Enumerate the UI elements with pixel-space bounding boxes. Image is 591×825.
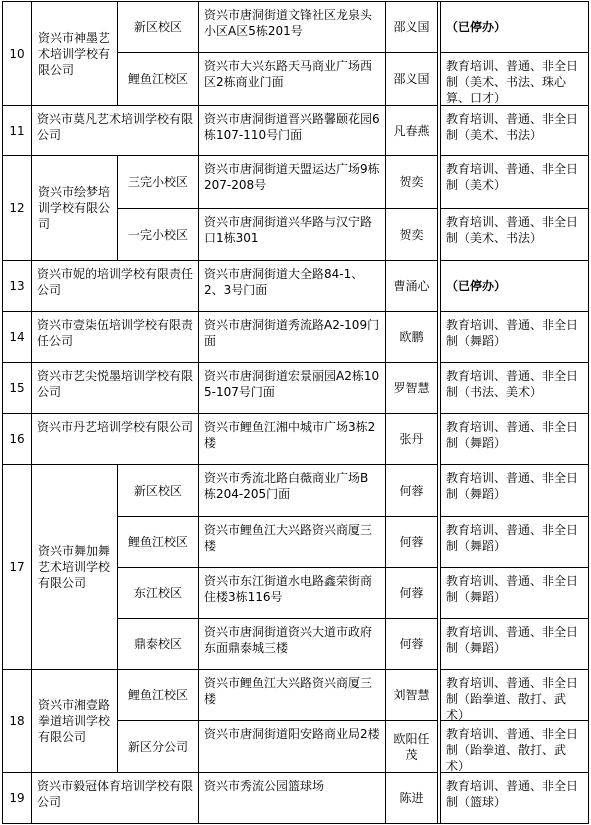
address bbox=[198, 362, 386, 414]
row-number-text: 15 bbox=[9, 381, 25, 395]
address-text: 资兴市唐洞街道资兴大道市政府东面鼎泰城三楼 bbox=[204, 625, 373, 655]
contact-person-text: 欧鹏 bbox=[399, 330, 424, 344]
training-scope bbox=[440, 311, 589, 363]
campus-name bbox=[117, 669, 199, 721]
contact-person-text: 何蓉 bbox=[399, 637, 424, 651]
contact-person-text: 张丹 bbox=[399, 432, 424, 446]
company-name-text: 资兴市壹柒伍培训学校有限责任公司 bbox=[37, 318, 194, 348]
address-text: 资兴市大兴东路天马商业广场西区2栋商业门面 bbox=[204, 59, 373, 89]
address-text: 资兴市唐洞街道文锋社区龙泉头小区A区5栋201号 bbox=[204, 8, 373, 38]
training-scope bbox=[440, 720, 589, 773]
training-scope bbox=[440, 464, 589, 517]
contact-person bbox=[385, 567, 438, 619]
status-stopped bbox=[440, 260, 589, 312]
address-text: 资兴市鲤鱼江大兴路资兴商厦三楼 bbox=[204, 676, 373, 706]
contact-person-text: 何蓉 bbox=[399, 535, 424, 549]
row-number bbox=[2, 772, 32, 824]
training-scope-text: 教育培训、普通、非全日制（舞蹈） bbox=[446, 625, 579, 655]
campus-name-text: 新区校区 bbox=[133, 20, 182, 34]
address bbox=[198, 618, 386, 670]
address bbox=[198, 208, 386, 261]
contact-person bbox=[385, 260, 438, 312]
company-name bbox=[31, 155, 118, 261]
contact-person-text: 刘智慧 bbox=[393, 688, 430, 702]
contact-person bbox=[385, 669, 438, 721]
training-scope bbox=[440, 669, 589, 721]
contact-person-text: 陈进 bbox=[399, 791, 424, 805]
campus-name-text: 鼎泰校区 bbox=[133, 637, 182, 651]
training-scope-text: 教育培训、普通、非全日制（跆拳道、散打、武术） bbox=[446, 676, 579, 721]
company-name bbox=[31, 1, 118, 106]
contact-person bbox=[385, 311, 438, 363]
training-scope bbox=[440, 618, 589, 670]
address-text: 资兴市唐洞街道大全路84-1、2、3号门面 bbox=[204, 267, 364, 297]
row-number bbox=[2, 464, 32, 670]
company-name-text: 资兴市湘壹路拳道培训学校有限公司 bbox=[38, 698, 111, 744]
row-number-text: 19 bbox=[9, 791, 25, 805]
campus-name-text: 新区分公司 bbox=[127, 739, 188, 754]
row-number bbox=[2, 413, 32, 465]
training-scope-text: 教育培训、普通、非全日制（美术、书法） bbox=[446, 215, 579, 245]
address-text: 资兴市鲤鱼江湘中城市广场3栋2楼 bbox=[204, 420, 376, 450]
address-text: 资兴市秀流公园篮球场 bbox=[204, 779, 325, 793]
campus-name bbox=[117, 618, 199, 670]
campus-name-text: 一完小校区 bbox=[127, 227, 188, 242]
training-scope-text: 教育培训、普通、非全日制（篮球） bbox=[446, 779, 579, 809]
training-scope-text: 教育培训、普通、非全日制（美术） bbox=[446, 162, 579, 192]
company-name-text: 资兴市舞加舞艺术培训学校有限公司 bbox=[38, 544, 111, 590]
campus-name bbox=[117, 1, 199, 53]
campus-name-text: 鲤鱼江校区 bbox=[127, 688, 188, 702]
row-number-text: 12 bbox=[9, 201, 25, 215]
contact-person bbox=[385, 618, 438, 670]
row-number-text: 16 bbox=[9, 432, 25, 446]
contact-person bbox=[385, 720, 438, 773]
company-name-text: 资兴市丹艺培训学校有限公司 bbox=[37, 420, 194, 434]
training-scope-text: 教育培训、普通、非全日制（美术、书法、珠心算、口才） bbox=[446, 59, 579, 105]
company-name-text: 资兴市毅冠体育培训学校有限公司 bbox=[37, 779, 194, 809]
address-text: 资兴市鲤鱼江大兴路资兴商厦三楼 bbox=[204, 523, 373, 553]
row-number bbox=[2, 155, 32, 261]
row-number bbox=[2, 362, 32, 414]
training-scope-text: 教育培训、普通、非全日制（美术、书法） bbox=[446, 112, 579, 142]
campus-name bbox=[117, 52, 199, 106]
campus-name bbox=[117, 464, 199, 517]
contact-person bbox=[385, 413, 438, 465]
address bbox=[198, 155, 386, 209]
campus-name bbox=[117, 516, 199, 568]
training-scope bbox=[440, 155, 589, 209]
company-name-text: 资兴市绘梦培训学校有限公司 bbox=[38, 185, 111, 231]
training-scope bbox=[440, 52, 589, 106]
contact-person bbox=[385, 362, 438, 414]
address bbox=[198, 311, 386, 363]
contact-person bbox=[385, 772, 438, 824]
company-name-text: 资兴市神墨艺术培训学校有限公司 bbox=[38, 30, 111, 77]
contact-person-text: 邵义国 bbox=[393, 20, 430, 34]
contact-person-text: 罗智慧 bbox=[393, 381, 430, 395]
company-name bbox=[31, 362, 199, 414]
contact-person bbox=[385, 105, 438, 156]
campus-name-text: 鲤鱼江校区 bbox=[127, 535, 188, 549]
address-text: 资兴市唐洞街道兴华路与汉宁路口1栋301 bbox=[204, 215, 373, 245]
campus-name-text: 鲤鱼江校区 bbox=[127, 72, 188, 86]
contact-person-text: 贺奕 bbox=[399, 175, 424, 189]
training-scope-text: 教育培训、普通、非全日制（舞蹈） bbox=[446, 420, 579, 450]
contact-person-text: 贺奕 bbox=[399, 227, 424, 242]
campus-name-text: 东江校区 bbox=[133, 586, 182, 600]
address bbox=[198, 669, 386, 721]
address bbox=[198, 720, 386, 773]
row-number-text: 14 bbox=[9, 330, 25, 344]
row-number-text: 10 bbox=[9, 46, 25, 61]
campus-name bbox=[117, 208, 199, 261]
company-name-text: 资兴市莫凡艺术培训学校有限公司 bbox=[37, 112, 194, 142]
address bbox=[198, 1, 386, 53]
training-scope bbox=[440, 105, 589, 156]
training-scope-text: 教育培训、普通、非全日制（舞蹈） bbox=[446, 523, 579, 553]
row-number bbox=[2, 669, 32, 773]
row-number-text: 17 bbox=[9, 560, 25, 574]
status-stopped-text: （已停办） bbox=[446, 20, 507, 34]
contact-person bbox=[385, 464, 438, 517]
address bbox=[198, 516, 386, 568]
contact-person bbox=[385, 208, 438, 261]
company-name bbox=[31, 311, 199, 363]
contact-person-text: 邵义国 bbox=[393, 72, 430, 86]
training-scope-text: 教育培训、普通、非全日制（跆拳道、散打、武术） bbox=[446, 727, 579, 773]
campus-name bbox=[117, 567, 199, 619]
company-name bbox=[31, 772, 199, 824]
row-number-text: 13 bbox=[9, 279, 25, 293]
address-text: 资兴市唐洞街道晋兴路馨颐花园6栋107-110号门面 bbox=[204, 112, 380, 142]
campus-name-text: 新区校区 bbox=[133, 483, 182, 498]
training-scope-text: 教育培训、普通、非全日制（舞蹈） bbox=[446, 318, 579, 348]
contact-person-text: 何蓉 bbox=[399, 483, 424, 498]
address-text: 资兴市秀流北路白薇商业广场B栋204-205门面 bbox=[204, 471, 369, 501]
company-name bbox=[31, 669, 118, 773]
row-number bbox=[2, 105, 32, 156]
address-text: 资兴市唐洞街道阳安路商业局2楼 bbox=[204, 727, 380, 741]
training-scope bbox=[440, 772, 589, 824]
contact-person-text: 凡春燕 bbox=[393, 123, 430, 138]
row-number bbox=[2, 311, 32, 363]
address bbox=[198, 260, 386, 312]
address bbox=[198, 105, 386, 156]
company-name bbox=[31, 105, 199, 156]
row-number bbox=[2, 260, 32, 312]
address bbox=[198, 52, 386, 106]
row-number-text: 18 bbox=[9, 714, 25, 728]
training-scope bbox=[440, 208, 589, 261]
contact-person bbox=[385, 516, 438, 568]
status-stopped bbox=[440, 1, 589, 53]
address bbox=[198, 567, 386, 619]
company-name-text: 资兴市艺尖悦墨培训学校有限公司 bbox=[37, 369, 194, 399]
address-text: 资兴市唐洞街道天盟运达广场9栋207-208号 bbox=[204, 162, 380, 192]
training-scope bbox=[440, 362, 589, 414]
address bbox=[198, 413, 386, 465]
company-name bbox=[31, 464, 118, 670]
address bbox=[198, 772, 386, 824]
contact-person bbox=[385, 52, 438, 106]
company-name bbox=[31, 260, 199, 312]
training-scope-text: 教育培训、普通、非全日制（舞蹈） bbox=[446, 471, 579, 501]
address-text: 资兴市东江街道水电路鑫荣街商住楼3栋116号 bbox=[204, 574, 373, 604]
training-scope-text: 教育培训、普通、非全日制（书法、美术） bbox=[446, 369, 579, 399]
campus-name bbox=[117, 720, 199, 773]
row-number-text: 11 bbox=[9, 123, 25, 138]
status-stopped-text: （已停办） bbox=[446, 279, 507, 293]
contact-person-text: 曹涌心 bbox=[393, 279, 430, 293]
company-name-text: 资兴市妮的培训学校有限责任公司 bbox=[37, 267, 194, 297]
contact-person bbox=[385, 1, 438, 53]
training-scope bbox=[440, 516, 589, 568]
contact-person-text: 欧阳任茂 bbox=[393, 731, 430, 762]
training-scope-text: 教育培训、普通、非全日制（舞蹈） bbox=[446, 574, 579, 604]
address bbox=[198, 464, 386, 517]
row-number bbox=[2, 1, 32, 106]
contact-person bbox=[385, 155, 438, 209]
training-scope bbox=[440, 567, 589, 619]
contact-person-text: 何蓉 bbox=[399, 586, 424, 600]
address-text: 资兴市唐洞街道秀流路A2-109门面 bbox=[204, 318, 380, 348]
campus-name-text: 三完小校区 bbox=[127, 175, 188, 189]
campus-name bbox=[117, 155, 199, 209]
company-name bbox=[31, 413, 199, 465]
training-scope bbox=[440, 413, 589, 465]
address-text: 资兴市唐洞街道宏景丽园A2栋105-107号门面 bbox=[204, 369, 380, 399]
